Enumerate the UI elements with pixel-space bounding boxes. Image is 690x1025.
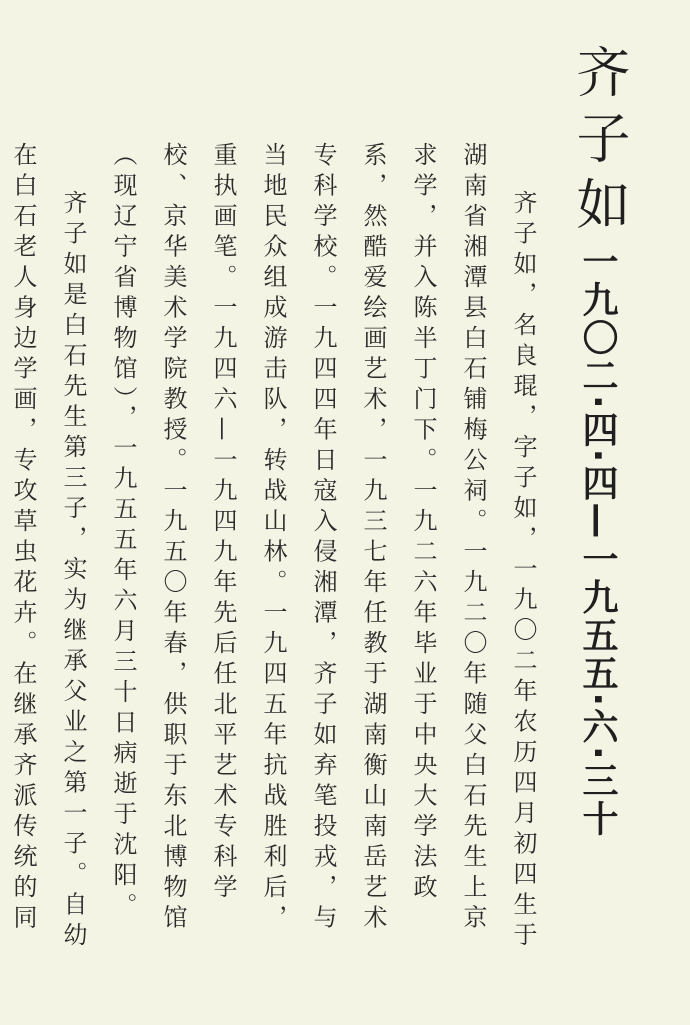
paragraph-1: 齐子如，名良琨，字子如，一九〇二年农历四月初四生于湖南省湘潭县白石铺梅公祠。一九二〇年随父白石先生上京求学，并入陈半丁门下。一九二六年毕业于中央大学法政系，然酷爱绘画艺术，一九三七年任教于湖南衡山南岳艺术专科学校。一九四四年日寇入侵湘潭，齐子如弃笔投戎，与当地民众组成游击队，转战山林。一九四五年抗战胜利后，重执画笔。一九四六—一九四九年先后任北平艺术专科学校、京华美术学院教授。一九五〇年春，供职于东北博物馆（现辽宁省博物馆），一九五五年六月三十日病逝于沈阳。	[109, 142, 537, 953]
biography-text	[0, 142, 548, 962]
life-dates: 一九〇二·四·四—一九五五·六·三十	[577, 243, 618, 838]
paragraph-2: 齐子如是白石先生第三子，实为继承父业之第一子。自幼在白石老人身边学画，专攻草虫花卉。在继承齐派传统的同	[9, 142, 87, 953]
page-title: 齐子如	[568, 44, 631, 242]
